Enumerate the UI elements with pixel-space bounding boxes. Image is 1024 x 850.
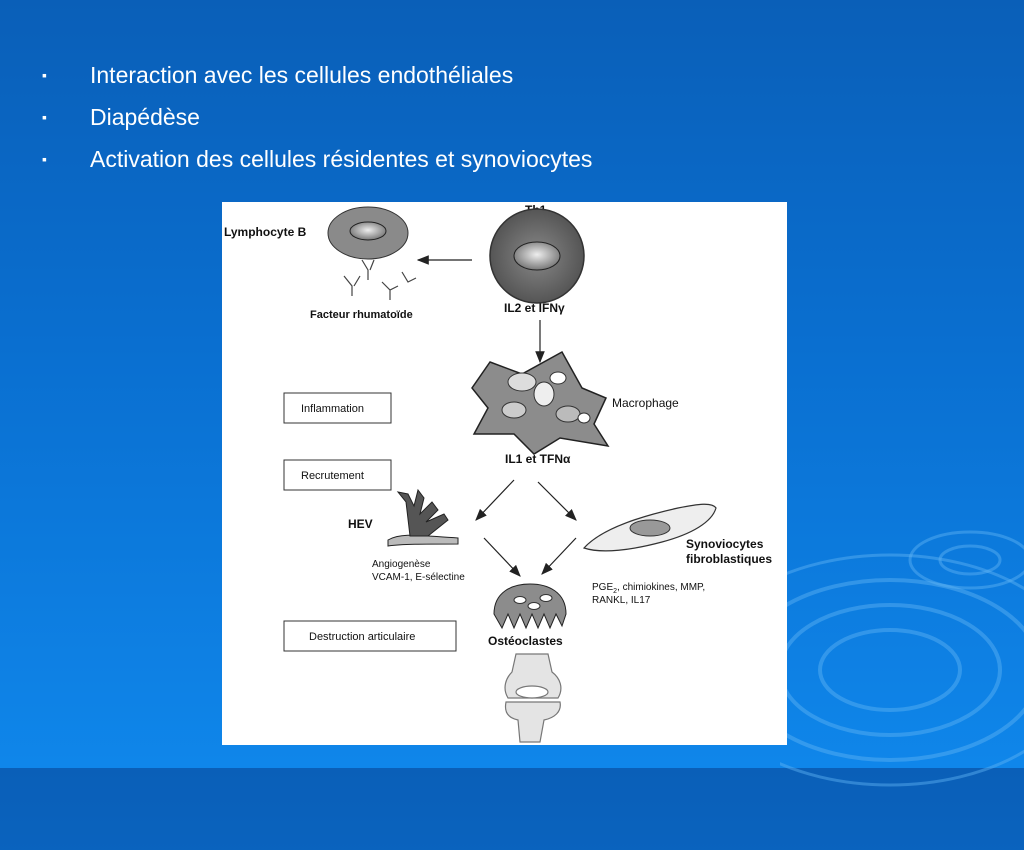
bullet-item xyxy=(38,98,592,140)
lymphocyte-b-cell-icon xyxy=(328,207,408,259)
pathogenesis-diagram xyxy=(222,202,787,745)
arrow-to-synoviocytes xyxy=(538,482,576,520)
bullet-item xyxy=(38,56,592,98)
macrophage-cell-icon xyxy=(472,352,608,454)
angiogenese-label: Angiogenèse xyxy=(372,559,431,570)
bullet-text: Diapédèse xyxy=(90,104,200,130)
th1-cell-icon xyxy=(490,209,584,303)
diagram-canvas xyxy=(222,202,787,745)
inflammation-label: Inflammation xyxy=(301,403,364,415)
antibody-icon xyxy=(344,260,416,300)
recrutement-label: Recrutement xyxy=(301,470,364,482)
bullet-list xyxy=(38,56,592,182)
bullet-text: Activation des cellules résidentes et synoviocytes xyxy=(90,146,593,172)
arrow-syno-to-osteoclast xyxy=(542,538,576,574)
hev-vessel-icon xyxy=(388,490,458,546)
macrophage-label: Macrophage xyxy=(612,396,679,410)
osteoclastes-label: Ostéoclastes xyxy=(488,634,563,648)
destruction-articulaire-label: Destruction articulaire xyxy=(309,631,416,643)
pge-line1: $PGE_2$, chimiokines, MMP, xyxy=(592,582,706,595)
arrow-hev-to-osteoclast xyxy=(484,538,520,576)
bullet-item xyxy=(38,140,592,182)
bullet-marker: ▪ xyxy=(42,67,47,83)
box-recrutement xyxy=(284,460,391,490)
arrow-to-hev xyxy=(476,480,514,520)
pge-line2: RANKL, IL17 xyxy=(592,595,651,606)
box-inflammation xyxy=(284,393,391,423)
knee-joint-icon xyxy=(505,654,561,742)
box-destruction-articulaire xyxy=(284,621,456,651)
water-ripple-decoration xyxy=(780,470,1024,850)
synoviocytes-label: Synoviocytes xyxy=(686,537,764,551)
vcam-label: VCAM-1, E-sélectine xyxy=(372,572,465,583)
hev-label: HEV xyxy=(348,517,373,531)
fibroblastiques-label: fibroblastiques xyxy=(686,552,773,566)
il1-tfn-label: IL1 et TFNα xyxy=(505,452,571,466)
facteur-rhumatoide-label: Facteur rhumatoïde xyxy=(310,309,413,321)
lymphocyte-b-label: Lymphocyte B xyxy=(224,225,307,239)
bullet-marker: ▪ xyxy=(42,109,47,125)
bullet-marker: ▪ xyxy=(42,151,47,167)
il2-ifn-label: IL2 et IFNγ xyxy=(504,301,565,315)
osteoclast-cell-icon xyxy=(494,584,566,628)
bullet-text: Interaction avec les cellules endothéliales xyxy=(90,62,514,88)
